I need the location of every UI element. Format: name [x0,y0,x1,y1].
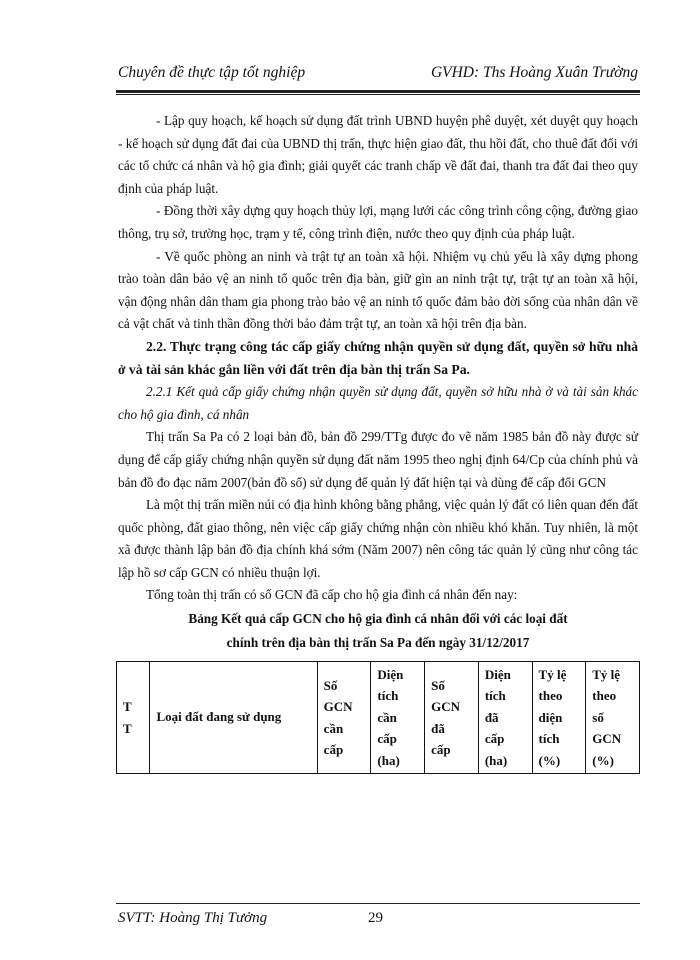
table-caption-line-1: Bảng Kết quả cấp GCN cho hộ gia đình cá nhân đối với các loại đất [188,611,568,627]
header-text: cấp [431,742,451,758]
header-text: (ha) [484,752,508,768]
header-cell-tt [117,662,150,774]
header-text: cần [323,720,344,736]
table-header-row [117,662,640,774]
header-cell-so-gcn-can-cap [317,662,371,774]
section-heading: 2.2. Thực trạng công tác cấp giấy chứng nhận quyền sử dụng đất, quyền sở hữu nhà ở và tài sản khác gắn liền với đất trên địa bàn thị trấn Sa Pa. [118,338,638,377]
header-land-type: Loại đất đang sử dụng [156,709,282,725]
table-caption-line-2: chính trên địa bàn thị trấn Sa Pa đến ngày 31/12/2017 [226,635,530,651]
header-text: GCN [323,699,353,715]
paragraph-4: Thị trấn Sa Pa có 2 loại bản đồ, bản đồ 299/TTg được đo vẽ năm 1985 bản đồ này được sử dụng để cấp giấy chứng nhận quyền sử dụng đất năm 1995 theo nghị định 64/Cp của chính phủ và bản đồ đo đạc năm 2007(bản đồ số) sử dụng để quản lý đất hiện tại và dùng để cấp đổi GCN [118,429,638,490]
paragraph-5: Là một thị trấn miền núi có địa hình không bằng phẳng, việc quản lý đất có liên quan đến đất quốc phòng, đất giao thông, nên việc cấp giấy chứng nhận còn nhiều khó khăn. Tuy nhiên, là một xã được thành lập bản đồ địa chính khá sớm (Năm 2007) nên công tác quản lý cũng như công tác lập hồ sơ cấp GCN có nhiều thuận lợi. [118,497,638,580]
header-text: cần [377,709,397,725]
paragraph-1: - Lập quy hoạch, kế hoạch sử dụng đất trình UBND huyện phê duyệt, xét duyệt quy hoạch - kế hoạch sử dụng đất đai của UBND thị trấn, thực hiện giao đất, thu hồi đất, cho thuê đất đối với các tổ chức cá nhân và hộ gia đình; giải quyết các tranh chấp về đất đai, thanh tra đất đai theo quy định của pháp luật. [118,113,638,196]
subsection-heading: 2.2.1 Kết quả cấp giấy chứng nhận quyền sử dụng đất, quyền sở hữu nhà ở và tài sản khác cho hộ gia đình, cá nhân [118,384,638,422]
paragraph-2: - Đồng thời xây dựng quy hoạch thủy lợi, mạng lưới các công trình công cộng, đường giao thông, trụ sở, trường học, trạm y tế, công trình điện, nước theo quy định của pháp luật. [118,203,638,241]
header-text: đã [484,709,499,725]
document-body [118,110,638,774]
header-text: Tỷ lệ [592,666,621,682]
header-text: đã [431,720,445,736]
header-text: cấp [323,742,344,758]
header-cell-ty-le-so-gcn [586,662,640,774]
results-table [116,661,640,774]
header-text: (%) [538,752,561,768]
header-text: tích [484,688,506,704]
header-text: diện [538,709,563,725]
header-text: (ha) [377,752,400,768]
header-cell-dien-tich-da-cap [478,662,532,774]
paragraph-6: Tổng toàn thị trấn có số GCN đã cấp cho hộ gia đình cá nhân đến nay: [146,587,518,603]
header-text: tích [538,731,560,747]
paragraph-3: - Về quốc phòng an ninh và trật tự an toàn xã hội. Nhiệm vụ chủ yếu là xây dựng phong trào toàn dân bảo vệ an ninh tổ quốc trên địa bàn, giữ gìn an ninh trật tự, trật tự an toàn xã hội, vận động nhân dân tham gia phong trào bảo vệ an ninh tổ quốc đảm bảo đời sống của nhân dân về cả vật chất và tinh thần đồng thời bảo đảm trật tự, an toàn xã hội trên địa bàn. [118,248,638,332]
header-cell-land-type [150,662,317,774]
header-text: cấp [484,731,505,747]
header-text: Diện [484,666,511,682]
header-cell-dien-tich-can-cap [371,662,425,774]
header-rule [116,90,640,95]
page-header [118,64,638,86]
header-text: Số [323,677,338,693]
header-text: Diện [377,666,404,682]
page-footer [118,910,638,932]
header-cell-ty-le-dien-tich [532,662,586,774]
header-tt-line-2: T [123,720,132,736]
page-number: 29 [368,910,383,926]
header-text: cấp [377,731,397,747]
header-text: Tỷ lệ [538,666,567,682]
header-text: theo [592,688,617,704]
header-text: số [592,709,604,725]
footer-student: SVTT: Hoàng Thị Tưởng [118,910,268,926]
header-text: Số [431,677,445,693]
header-text: tích [377,688,399,704]
header-text: GCN [592,731,622,747]
header-cell-so-gcn-da-cap [425,662,479,774]
header-text: theo [538,688,563,704]
header-text: GCN [431,699,460,715]
header-title: Chuyên đề thực tập tốt nghiệp [118,64,306,81]
header-tt-line-1: T [123,699,132,715]
footer-rule [116,903,640,904]
header-text: (%) [592,752,614,768]
header-advisor: GVHD: Ths Hoàng Xuân Trường [430,64,638,81]
